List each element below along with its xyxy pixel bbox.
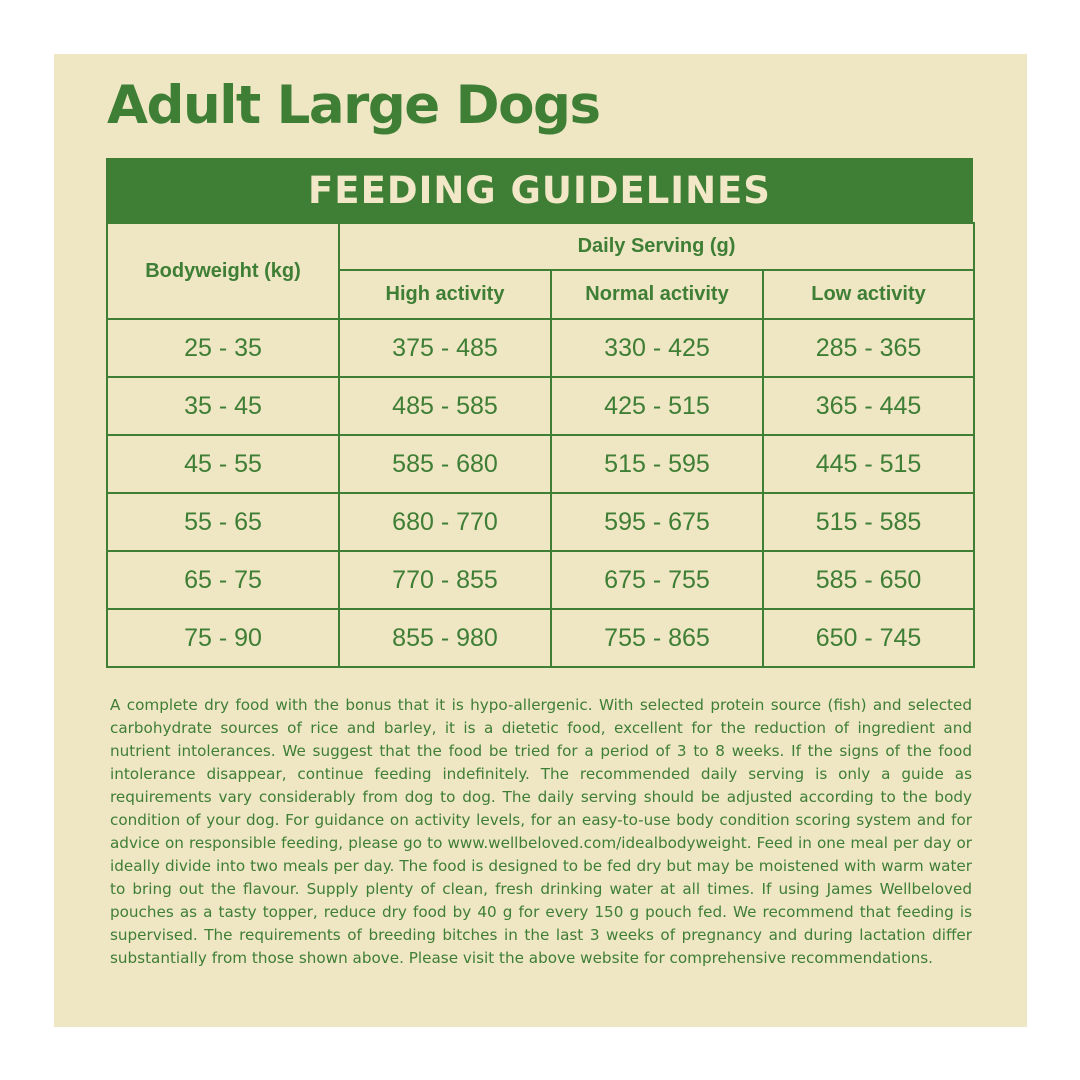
table-row [107, 319, 974, 377]
normal-activity-cell: 425 - 515 [551, 377, 763, 435]
low-activity-cell: 365 - 445 [763, 377, 974, 435]
table-row [107, 377, 974, 435]
normal-activity-cell: 515 - 595 [551, 435, 763, 493]
bodyweight-cell: 35 - 45 [107, 377, 339, 435]
bodyweight-cell: 25 - 35 [107, 319, 339, 377]
bodyweight-cell: 75 - 90 [107, 609, 339, 667]
table-banner: FEEDING GUIDELINES [106, 158, 973, 222]
low-activity-cell: 285 - 365 [763, 319, 974, 377]
table-row [107, 551, 974, 609]
high-activity-cell: 770 - 855 [339, 551, 551, 609]
feeding-table-container [106, 158, 973, 668]
normal-activity-cell: 330 - 425 [551, 319, 763, 377]
high-activity-header: High activity [339, 270, 551, 319]
normal-activity-cell: 675 - 755 [551, 551, 763, 609]
high-activity-cell: 680 - 770 [339, 493, 551, 551]
table-header-row [107, 223, 974, 270]
low-activity-header: Low activity [763, 270, 974, 319]
table-row [107, 493, 974, 551]
feeding-guide-panel [54, 54, 1027, 1027]
low-activity-cell: 650 - 745 [763, 609, 974, 667]
daily-serving-header: Daily Serving (g) [339, 223, 974, 270]
normal-activity-header: Normal activity [551, 270, 763, 319]
bodyweight-cell: 55 - 65 [107, 493, 339, 551]
low-activity-cell: 515 - 585 [763, 493, 974, 551]
low-activity-cell: 445 - 515 [763, 435, 974, 493]
high-activity-cell: 375 - 485 [339, 319, 551, 377]
feeding-description: A complete dry food with the bonus that it is hypo-allergenic. With selected protein source (fish) and selected carbohydrate sources of rice and barley, it is a dietetic food, excellent for the reduction of ingredient and nutrient intolerances. We suggest that the food be tried for a period of 3 to 8 weeks. If the signs of the food intolerance disappear, continue feeding indefinitely. The recommended daily serving is only a guide as requirements vary considerably from dog to dog. The daily serving should be adjusted according to the body condition of your dog. For guidance on activity levels, for an easy-to-use body condition scoring system and for advice on responsible feeding, please go to www.wellbeloved.com/idealbodyweight. Feed in one meal per day or ideally divide into two meals per day. The food is designed to be fed dry but may be moistened with warm water to bring out the flavour. Supply plenty of clean, fresh drinking water at all times. If using James Wellbeloved pouches as a tasty topper, reduce dry food by 40 g for every 150 g pouch fed. We recommend that feeding is supervised. The requirements of breeding bitches in the last 3 weeks of pregnancy and during lactation differ substantially from those shown above. Please visit the above website for comprehensive recommendations. [110, 696, 972, 967]
low-activity-cell: 585 - 650 [763, 551, 974, 609]
normal-activity-cell: 595 - 675 [551, 493, 763, 551]
bodyweight-cell: 45 - 55 [107, 435, 339, 493]
high-activity-cell: 585 - 680 [339, 435, 551, 493]
feeding-table [106, 222, 975, 668]
bodyweight-header: Bodyweight (kg) [107, 223, 339, 319]
high-activity-cell: 855 - 980 [339, 609, 551, 667]
normal-activity-cell: 755 - 865 [551, 609, 763, 667]
table-row [107, 435, 974, 493]
table-row [107, 609, 974, 667]
page-title: Adult Large Dogs [107, 75, 600, 136]
high-activity-cell: 485 - 585 [339, 377, 551, 435]
bodyweight-cell: 65 - 75 [107, 551, 339, 609]
